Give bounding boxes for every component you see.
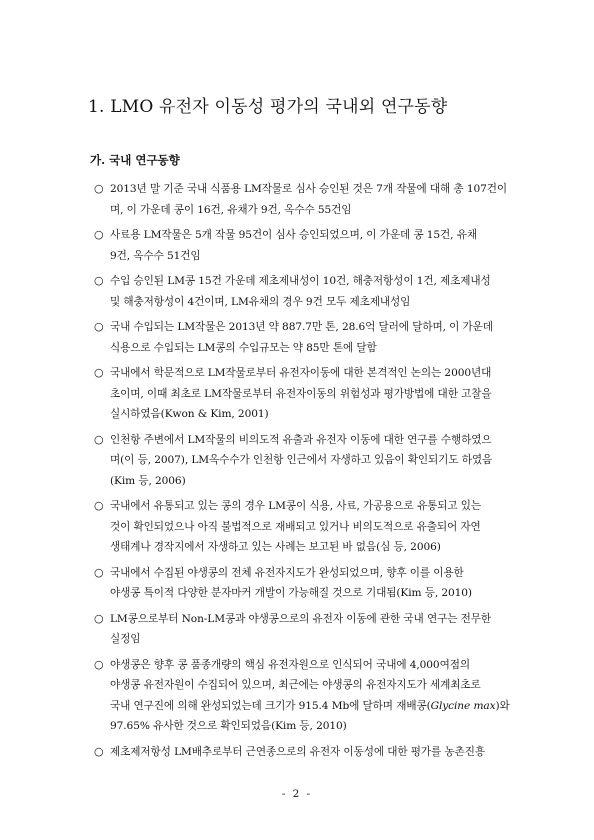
bullet-text-line: 실정임 xyxy=(110,633,141,645)
bullet-marker: ○ xyxy=(94,366,104,379)
bullet-text-line: 국내에서 유통되고 있는 콩의 경우 LM콩이 식용, 사료, 가공용으로 유통되고 있는 xyxy=(110,500,482,512)
bullet-item xyxy=(94,742,524,763)
bullet-text-line: 식용으로 수입되는 LM콩의 수입규모는 약 85만 톤에 달함 xyxy=(110,341,377,354)
bullet-text-line: 국내에서 수집된 야생콩의 전체 유전자지도가 완성되었으며, 향후 이를 이용한 xyxy=(110,566,464,579)
bullet-item xyxy=(94,363,524,425)
bullet-text-line: (Kim 등, 2006) xyxy=(110,474,186,487)
bullet-item xyxy=(94,496,524,558)
bullet-text-line: 초이며, 이때 최초로 LM작물로부터 유전자이동의 위험성과 평가방법에 대한 고찰을 xyxy=(110,387,492,400)
bullet-item xyxy=(94,609,524,650)
bullet-text-line: 생태계나 경작지에서 자생하고 있는 사례는 보고된 바 없음(심 등, 2006) xyxy=(110,541,441,553)
bullet-text-line: 국내 수입되는 LM작물은 2013년 약 887.7만 톤, 28.6억 달러에 달하며, 이 가운데 xyxy=(110,321,493,333)
bullet-text-line: 인천항 주변에서 LM작물의 비의도적 유출과 유전자 이동에 대한 연구를 수행하였으 xyxy=(110,433,492,446)
bullet-text-line: LM콩으로부터 Non-LM콩과 야생콩으로의 유전자 이동에 관한 국내 연구는 전무한 xyxy=(110,612,492,625)
bullet-marker: ○ xyxy=(94,744,104,758)
bullet-marker: ○ xyxy=(94,182,104,195)
bullet-text-line: 것이 확인되었으나 아직 불법적으로 재배되고 있거나 비의도적으로 유출되어 자연 xyxy=(110,520,481,533)
bullet-text-line: 97.65% 유사한 것으로 확인되었음(Kim 등, 2010) xyxy=(110,720,347,732)
bullet-marker: ○ xyxy=(94,432,104,446)
bullet-item xyxy=(94,317,524,358)
bullet-item xyxy=(94,179,524,220)
page-heading: 1. LMO 유전자 이동성 평가의 국내외 연구동향 xyxy=(88,97,448,117)
bullet-text-line: 며, 이 가운데 콩이 16건, 유채가 9건, 옥수수 55건임 xyxy=(110,203,352,216)
bullet-text-line: 및 해충저항성이 4건이며, LM유채의 경우 9건 모두 제초제내성임 xyxy=(110,295,411,308)
bullet-item xyxy=(94,225,524,266)
bullet-marker: ○ xyxy=(94,499,104,512)
bullet-marker: ○ xyxy=(94,320,104,333)
bullet-text-line: 9건, 옥수수 51건임 xyxy=(110,249,201,262)
bullet-text-line: 국내 연구진에 의해 완성되었는데 크기가 915.4 Mb에 달하며 재배콩(Glycine max)와 xyxy=(110,699,510,712)
section-title: 가. 국내 연구동향 xyxy=(90,153,180,167)
bullet-text-line: 2013년 말 기준 국내 식품용 LM작물로 심사 승인된 것은 7개 작물에 대해 총 107건이 xyxy=(110,183,508,195)
bullet-text-line: 며(이 등, 2007), LM옥수수가 인천항 인근에서 자생하고 있음이 확인되기도 하였음 xyxy=(110,454,493,466)
bullet-item xyxy=(94,430,524,492)
bullet-text-line: 야생콩은 향후 콩 품종개량의 핵심 유전자원으로 인식되어 국내에 4,000여점의 xyxy=(110,658,470,671)
bullet-item xyxy=(94,563,524,604)
bullet-text-line: 사료용 LM작물은 5개 작물 95건이 심사 승인되었으며, 이 가운데 콩 15건, 유채 xyxy=(110,229,477,241)
bullet-list xyxy=(94,179,524,767)
bullet-text-line: 실시하였음(Kwon & Kim, 2001) xyxy=(110,408,269,420)
bullet-item xyxy=(94,655,524,737)
bullet-marker: ○ xyxy=(94,565,104,579)
bullet-text-line: 수입 승인된 LM콩 15건 가운데 제초제내성이 10건, 해충저항성이 1건, 제초제내성 xyxy=(110,275,491,287)
bullet-text-line: 제초제저항성 LM배추로부터 근연종으로의 유전자 이동성에 대한 평가를 농촌진흥 xyxy=(110,745,485,758)
bullet-marker: ○ xyxy=(94,228,104,241)
bullet-marker: ○ xyxy=(94,274,104,287)
page-number: - 2 - xyxy=(281,788,313,800)
bullet-marker: ○ xyxy=(94,657,104,671)
bullet-text-line: 국내에서 학문적으로 LM작물로부터 유전자이동에 대한 본격적인 논의는 2000년대 xyxy=(110,367,492,379)
bullet-text-line: 야생콩 유전자원이 수집되어 있으며, 최근에는 야생콩의 유전자지도가 세계최초로 xyxy=(110,679,481,691)
bullet-text-line: 야생콩 특이적 다양한 분자마커 개발이 가능해질 것으로 기대됨(Kim 등, 2010) xyxy=(110,587,472,599)
bullet-marker: ○ xyxy=(94,611,104,625)
bullet-item xyxy=(94,271,524,312)
